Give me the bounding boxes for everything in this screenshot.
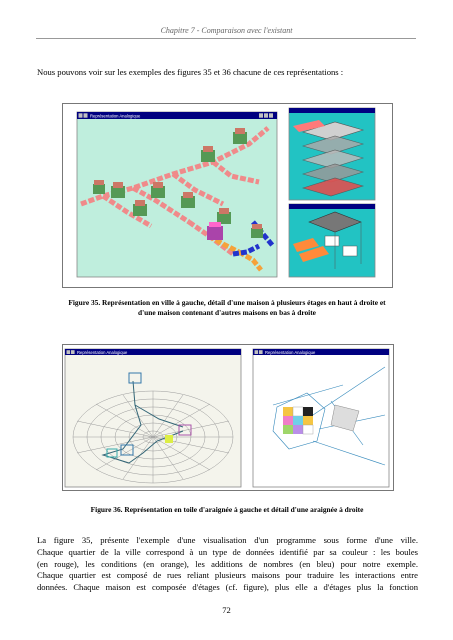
city-house xyxy=(207,222,223,240)
city-house xyxy=(217,208,231,224)
city-house xyxy=(251,224,263,238)
spider-window-title: Représentation Analogique xyxy=(77,350,128,355)
paragraph-line: (en rouge), les conditions (en orange), les additions de nombres (en bleu) pour notre exemple. xyxy=(37,558,418,569)
figure-35-caption-line: d'une maison contenant d'autres maisons en bas à droite xyxy=(138,308,316,317)
figure-36-caption: Figure 36. Représentation en toile d'araignée à gauche et détail d'une araignée à droite xyxy=(90,505,364,514)
paragraph-line: Chaque quartier est composé de rues reliant plusieurs maisons pour traduire les interactions entre xyxy=(37,570,418,581)
figure-36-image xyxy=(62,344,394,491)
figure-35-image xyxy=(62,103,393,288)
spider-web-window xyxy=(65,349,241,487)
city-house xyxy=(151,182,165,198)
nested-house-window xyxy=(289,204,375,277)
spider-detail-window-title: Représentation Analogique xyxy=(265,350,316,355)
house-floors-window xyxy=(289,108,375,200)
city-window-title: Représentation Analogique xyxy=(90,113,141,119)
city-window xyxy=(77,112,277,277)
city-house xyxy=(111,182,125,198)
city-house xyxy=(233,128,247,144)
header-rule xyxy=(36,38,416,39)
city-house xyxy=(93,180,105,194)
paragraph-line: La figure 35, présente l'exemple d'une visualisation d'un programme sous forme d'une ville. xyxy=(37,535,418,545)
intro-text: Nous pouvons voir sur les exemples des figures 35 et 36 chacune de ces représentations : xyxy=(37,67,344,77)
city-house xyxy=(181,192,195,208)
paragraph-line: Chaque quartier de la ville correspond à un type de données identifié par sa couleur : les boules xyxy=(37,546,418,557)
spider-body xyxy=(283,407,313,434)
spider-detail-window xyxy=(253,349,389,487)
running-header: Chapitre 7 - Comparaison avec l'existant xyxy=(160,26,293,35)
spider-node xyxy=(165,435,173,443)
city-house xyxy=(133,200,147,216)
figure-35-caption xyxy=(50,298,404,318)
paragraph-line: données. Chaque maison est composée d'étages (cf. figure), plus elle a d'étages plus la fonction xyxy=(37,582,418,593)
body-paragraph xyxy=(37,535,418,594)
page-number: 72 xyxy=(222,605,231,615)
figure-35-caption-line: Figure 35. Représentation en ville à gauche, détail d'une maison à plusieurs étages en haut à droite et xyxy=(68,298,386,307)
city-house xyxy=(201,146,215,162)
